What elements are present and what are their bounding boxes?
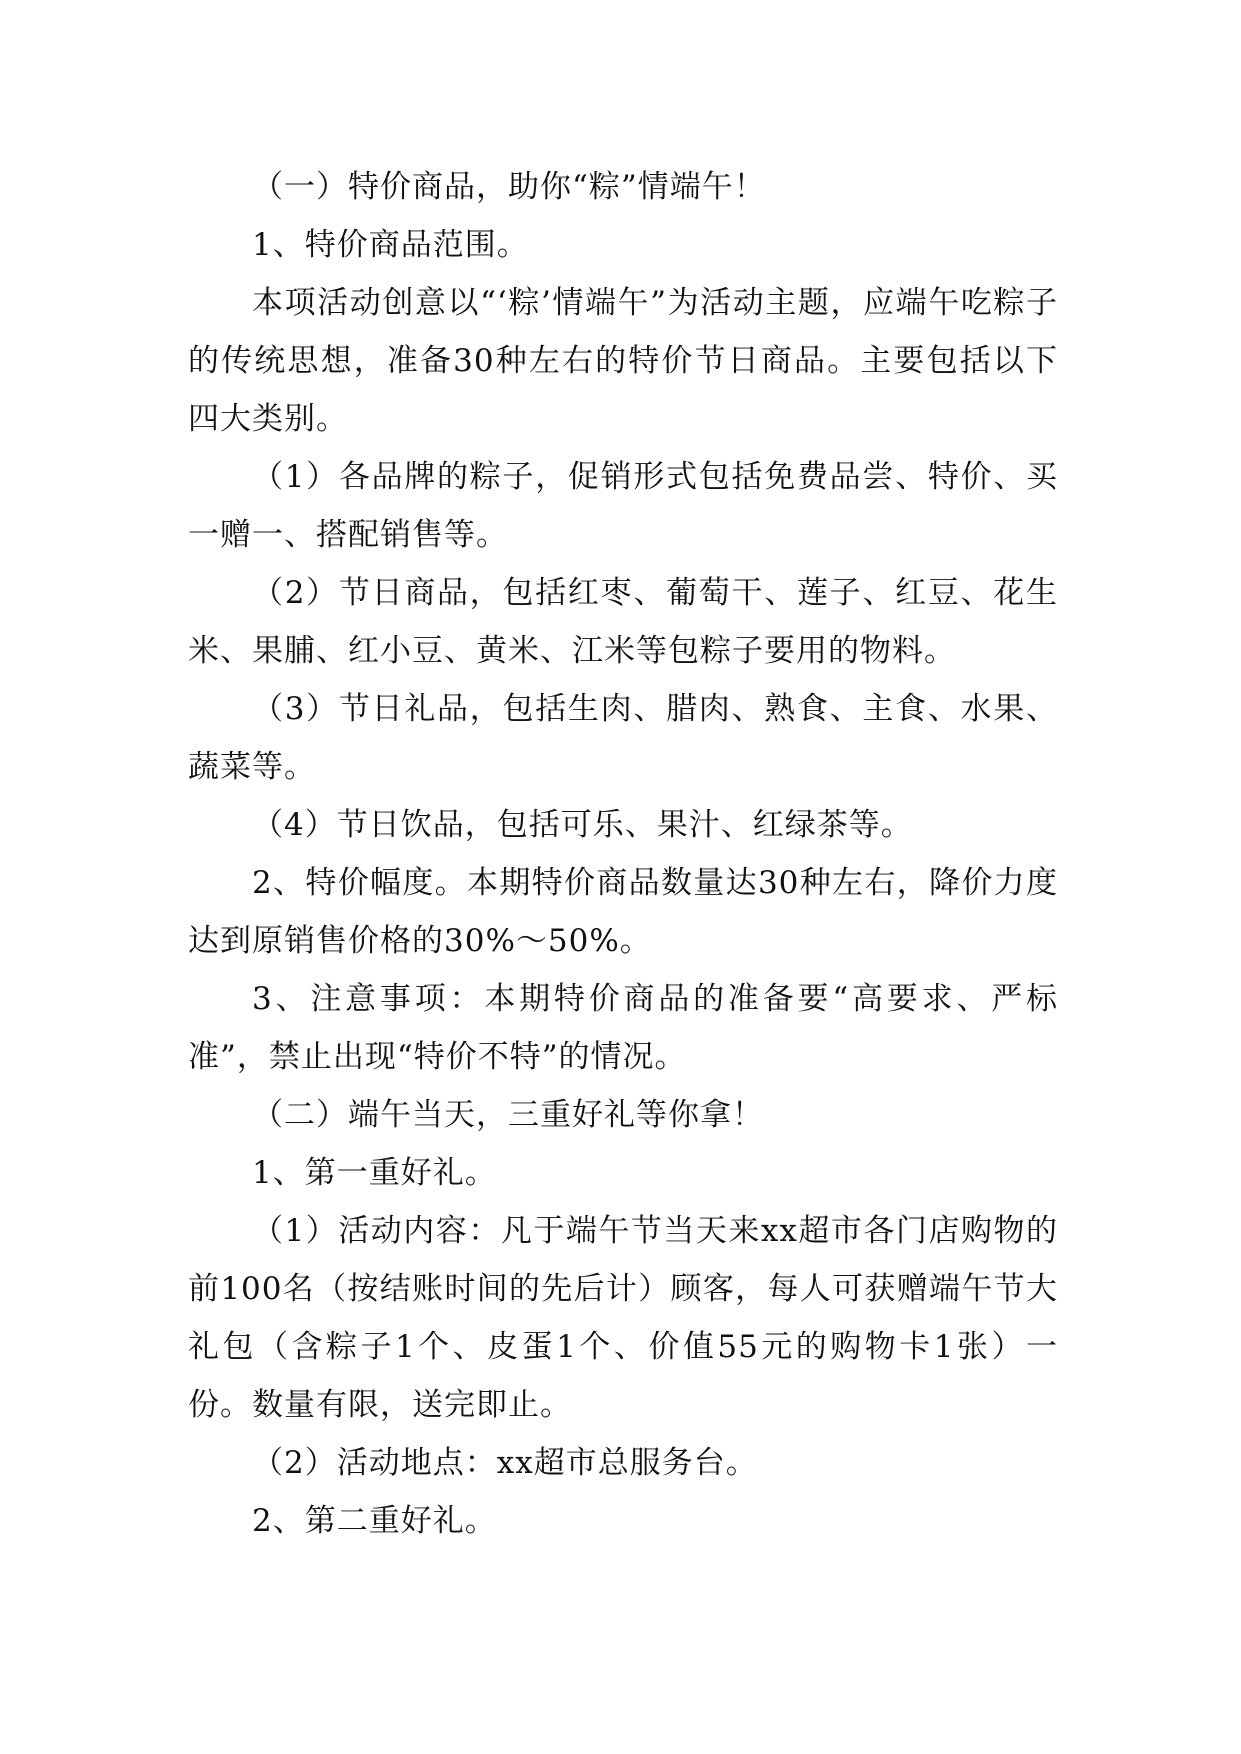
list-item-festival-drinks: （4）节日饮品，包括可乐、果汁、红绿茶等。 bbox=[252, 807, 913, 843]
list-item-zongzi: （1）各品牌的粽子，促销形式包括免费品尝、特价、买一赠一、搭配销售等。 bbox=[188, 459, 1058, 553]
paragraph-notes: 3、注意事项：本期特价商品的准备要“高要求、严标准”，禁止出现“特价不特”的情况。 bbox=[188, 981, 1058, 1075]
section-heading-2: （二）端午当天，三重好礼等你拿！ bbox=[252, 1097, 764, 1133]
paragraph-discount-range: 2、特价幅度。本期特价商品数量达30种左右，降价力度达到原销售价格的30%～50%。 bbox=[188, 865, 1058, 959]
document-body bbox=[188, 158, 1058, 1550]
subheading-special-range: 1、特价商品范围。 bbox=[252, 227, 529, 263]
paragraph-first-gift-location: （2）活动地点：xx超市总服务台。 bbox=[252, 1445, 758, 1481]
list-item-festival-goods: （2）节日商品，包括红枣、葡萄干、莲子、红豆、花生米、果脯、红小豆、黄米、江米等包粽子要用的物料。 bbox=[188, 575, 1058, 669]
subheading-first-gift: 1、第一重好礼。 bbox=[252, 1155, 497, 1191]
paragraph-first-gift-content: （1）活动内容：凡于端午节当天来xx超市各门店购物的前100名（按结账时间的先后计）顾客，每人可获赠端午节大礼包（含粽子1个、皮蛋1个、价值55元的购物卡1张）一份。数量有限，送完即止。 bbox=[188, 1213, 1058, 1423]
section-heading-1: （一）特价商品，助你“粽”情端午！ bbox=[252, 169, 766, 205]
paragraph-activity-intro: 本项活动创意以“‘粽’情端午”为活动主题，应端午吃粽子的传统思想，准备30种左右的特价节日商品。主要包括以下四大类别。 bbox=[188, 285, 1058, 437]
list-item-festival-gifts: （3）节日礼品，包括生肉、腊肉、熟食、主食、水果、蔬菜等。 bbox=[188, 691, 1058, 785]
subheading-second-gift: 2、第二重好礼。 bbox=[252, 1503, 497, 1539]
